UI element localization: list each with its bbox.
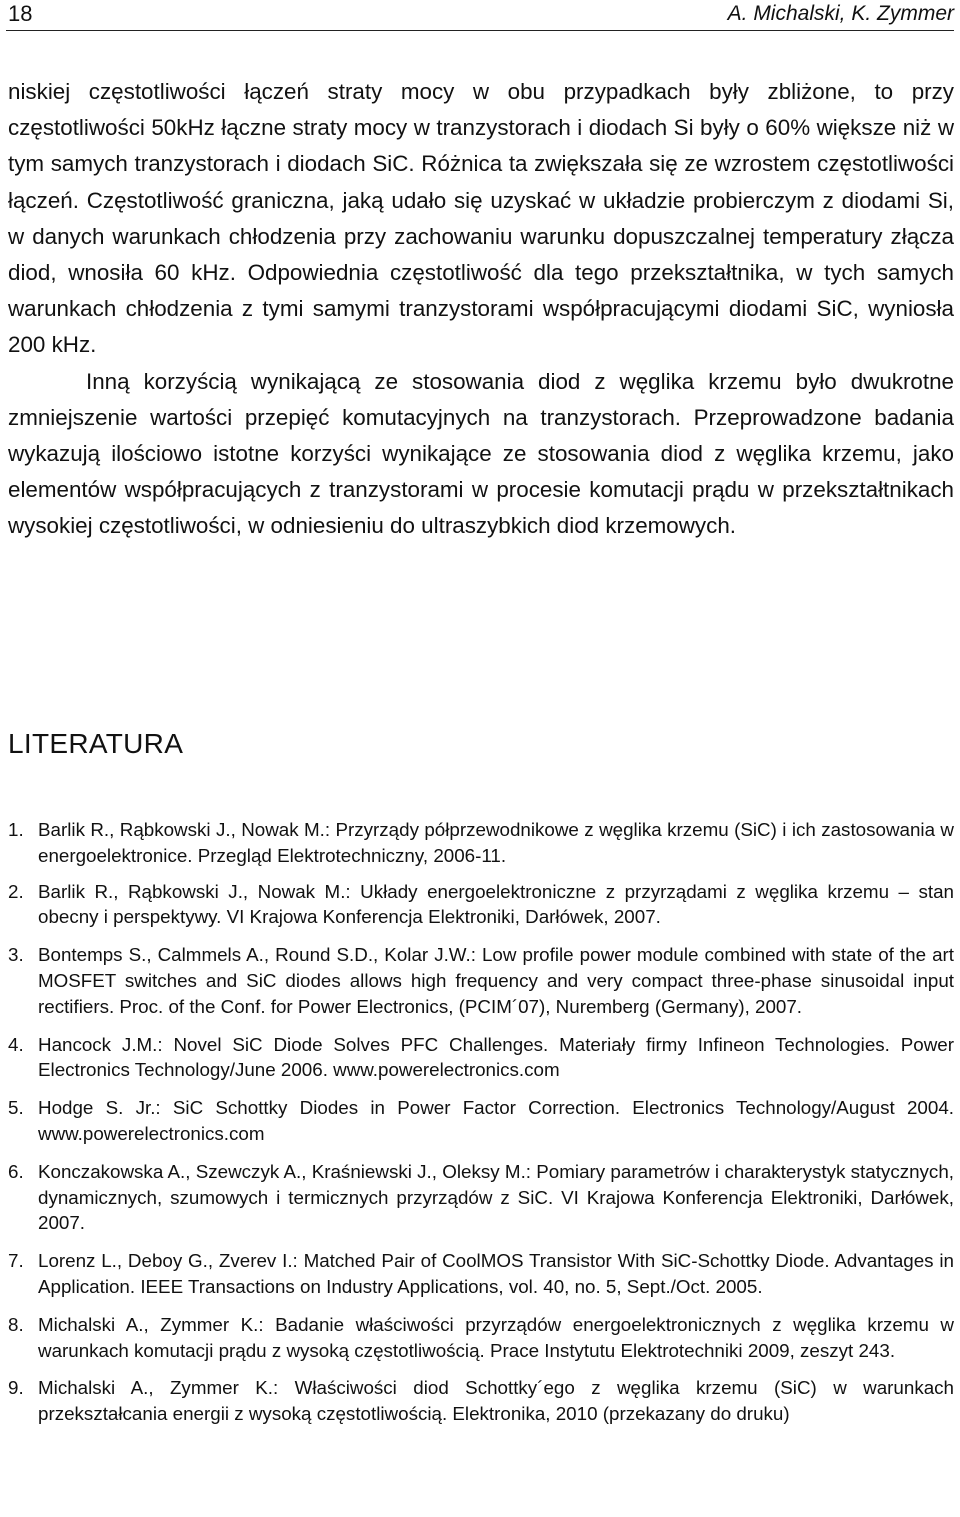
reference-item <box>8 879 954 931</box>
reference-number: 7. <box>8 1250 24 1272</box>
reference-number: 9. <box>8 1377 24 1399</box>
reference-number: 5. <box>8 1097 24 1119</box>
reference-item <box>8 1095 954 1147</box>
body-paragraph: Inną korzyścią wynikającą ze stosowania diod z węglika krzemu było dwukrotne zmniejszenie wartości przepięć komutacyjnych na tranzystorach. Przeprowadzone badania wykazują ilościowo istotne korzyści wynikające ze stosowania diod z węglika krzemu, jako elementów współpracujących z tranzystorami w procesie komutacji prądu w przekształtnikach wysokiej częstotliwości, w odniesieniu do ultraszybkich diod krzemowych. <box>8 368 954 539</box>
reference-text: Lorenz L., Deboy G., Zverev I.: Matched Pair of CoolMOS Transistor With SiC-Schottky Diode. Advantages in Application. IEEE Transactions on Industry Applications, vol. 40, no. 5, Sept./Oct. 2005. <box>38 1250 954 1297</box>
reference-item <box>8 1248 954 1300</box>
reference-item <box>8 1375 954 1427</box>
reference-text: Konczakowska A., Szewczyk A., Kraśniewski J., Oleksy M.: Pomiary parametrów i charakterystyk statycznych, dynamicznych, szumowych i termicznych przyrządów z SiC. VI Krajowa Konferencja Elektroniki, Darłówek, 2007. <box>38 1160 954 1234</box>
reference-text: Hancock J.M.: Novel SiC Diode Solves PFC Challenges. Materiały firmy Infineon Technologies. Power Electronics Technology/June 2006. www.powerelectronics.com <box>38 1033 954 1081</box>
body-paragraph: niskiej częstotliwości łączeń straty mocy w obu przypadkach były zbliżone, to przy częstotliwości 50kHz łączne straty mocy w tranzystorach i diodach Si były o 60% większe niż w tym samych tranzystorach i diodach SiC. Różnica ta zwiększała się ze wzrostem częstotliwości łączeń. Częstotliwość graniczna, jaką udało się uzyskać w układzie probierczym z diodami Si, w danych warunkach chłodzenia przy zachowaniu warunku dopuszczalnej temperatury złącza diod, wnosiła 60 kHz. Odpowiednia częstotliwość dla tego przekształtnika, w tych samych warunkach chłodzenia z tymi samymi tranzystorami współpracującymi diodami SiC, wyniosła 200 kHz. <box>8 79 954 358</box>
reference-text: Michalski A., Zymmer K.: Właściwości diod Schottky´ego z węglika krzemu (SiC) w warunkach przekształcania energii z wysoką częstotliwością. Elektronika, 2010 (przekazany do druku) <box>38 1377 954 1425</box>
reference-text: Barlik R., Rąbkowski J., Nowak M.: Układy energoelektroniczne z przyrządami z węglika krzemu – stan obecny i perspektywy. VI Krajowa Konferencja Elektroniki, Darłówek, 2007. <box>38 880 954 928</box>
reference-item <box>8 1159 954 1236</box>
reference-item <box>8 1312 954 1364</box>
header-authors: A. Michalski, K. Zymmer <box>727 2 954 25</box>
literature-heading: LITERATURA <box>8 728 184 759</box>
reference-number: 2. <box>8 880 24 902</box>
reference-item <box>8 817 954 869</box>
reference-text: Barlik R., Rąbkowski J., Nowak M.: Przyrządy półprzewodnikowe z węglika krzemu (SiC) i ich zastosowania w energoelektronice. Przegląd Elektrotechniczny, 2006-11. <box>38 819 954 866</box>
reference-number: 4. <box>8 1033 24 1055</box>
reference-number: 8. <box>8 1313 24 1335</box>
reference-item <box>8 1032 954 1084</box>
reference-text: Michalski A., Zymmer K.: Badanie właściwości przyrządów energoelektronicznych z węglika krzemu w warunkach komutacji prądu z wysoką częstotliwością. Prace Instytutu Elektrotechniki 2009, zeszyt 243. <box>38 1313 954 1361</box>
reference-text: Bontemps S., Calmmels A., Round S.D., Kolar J.W.: Low profile power module combined with state of the art MOSFET switches and SiC diodes allows high frequency and very compact three-phase sinusoidal input rectifiers. Proc. of the Conf. for Power Electronics, (PCIM´07), Nuremberg (Germany), 2007. <box>38 944 954 1017</box>
body-text <box>8 74 954 545</box>
reference-number: 1. <box>8 819 24 840</box>
reference-list <box>8 817 954 1427</box>
running-header <box>6 0 954 31</box>
page-number: 18 <box>8 1 33 26</box>
reference-item <box>8 942 954 1019</box>
reference-text: Hodge S. Jr.: SiC Schottky Diodes in Power Factor Correction. Electronics Technology/August 2004. www.powerelectronics.com <box>38 1097 954 1144</box>
reference-number: 6. <box>8 1160 24 1182</box>
reference-number: 3. <box>8 944 24 966</box>
